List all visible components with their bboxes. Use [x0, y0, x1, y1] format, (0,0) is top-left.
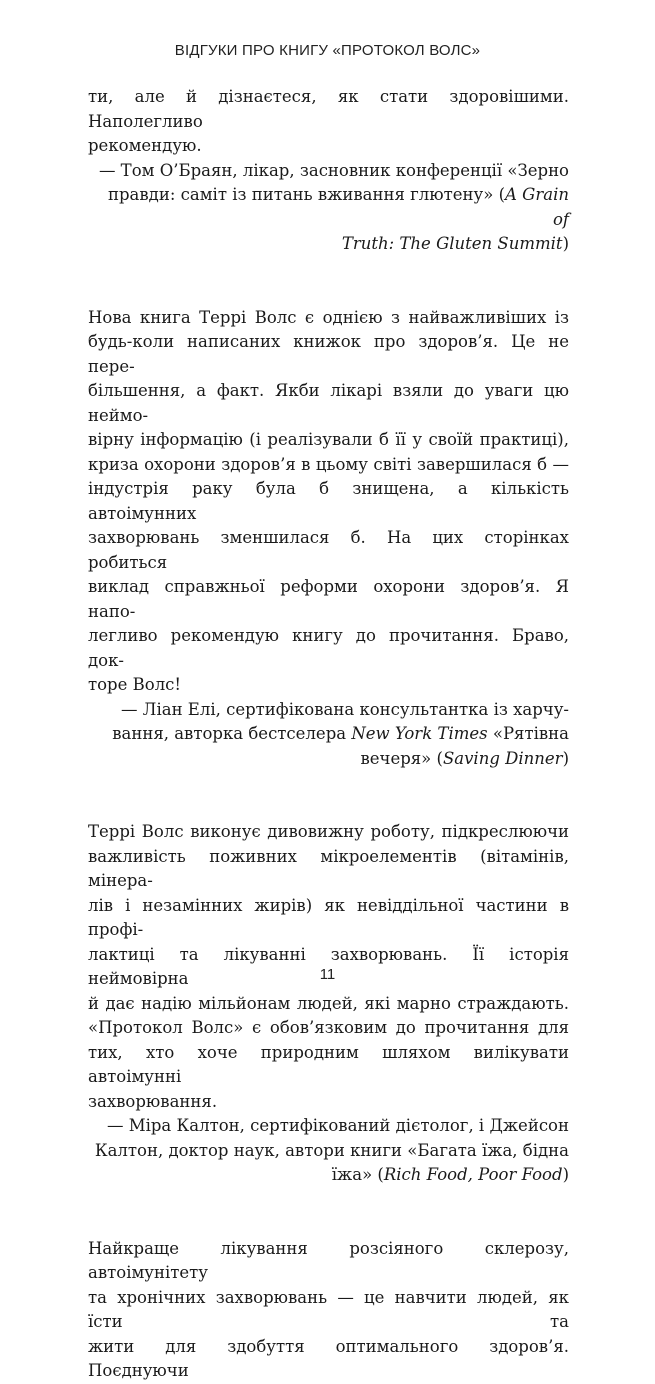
text-line: криза охорони здоров’я в цьому світі завершилася б —: [88, 454, 569, 474]
review-attribution-2: [88, 698, 569, 772]
attribution-line: [88, 183, 569, 232]
review-attribution-1: [88, 159, 569, 257]
attribution-text: «Рятівна: [487, 724, 569, 743]
text-line: жити для здобуття оптимального здоров’я. Поєднуючи: [88, 1336, 569, 1380]
attribution-line: Калтон, доктор наук, автори книги «Багата їжа, бідна: [94, 1140, 569, 1160]
attribution-line: [88, 722, 569, 747]
book-title-original: A Grain of: [505, 185, 569, 229]
text-line: вірну інформацію (і реалізували б її у своїй практиці),: [88, 430, 569, 449]
text-line: захворювань зменшилася б. На цих сторінках робиться: [88, 528, 569, 572]
text-line: та хронічних захворювань — це навчити людей, як їсти та: [88, 1287, 569, 1331]
attribution-line: [88, 747, 569, 772]
text-line: Террі Волс виконує дивовижну роботу, підкреслюючи: [88, 822, 569, 841]
attribution-line: — Том О’Браян, лікар, засновник конференції «Зерно: [98, 160, 569, 180]
page-number: 11: [319, 966, 336, 983]
text-line: Найкраще лікування розсіяного склерозу, автоімунітету: [88, 1238, 569, 1282]
attribution-text: ): [562, 234, 569, 253]
text-line: будь-коли написаних книжок про здоров’я. Це не пере-: [88, 332, 569, 376]
publication-title: New York Times: [351, 724, 488, 743]
text-line: індустрія раку була б знищена, а кількість автоімунних: [88, 479, 569, 523]
attribution-line: [88, 1163, 569, 1188]
attribution-text: їжа» (: [331, 1165, 384, 1184]
attribution-line: — Ліан Елі, сертифікована консультантка із харчу-: [120, 699, 569, 719]
attribution-text: правди: саміт із питань вживання глютену» (: [107, 185, 506, 204]
text-line: тих, хто хоче природним шляхом вилікувати автоімунні: [88, 1042, 569, 1086]
book-title-original: Truth: The Gluten Summit: [341, 234, 563, 253]
review-quote-1: [88, 85, 569, 159]
text-line: й дає надію мільйонам людей, які марно страждають.: [88, 993, 569, 1013]
text-line: ти, але й дізнаєтеся, як стати здоровішими. Наполегливо: [88, 87, 569, 131]
page-body: [88, 85, 569, 1384]
text-line: лактиці та лікуванні захворювань. Її історія неймовірна: [88, 944, 569, 988]
attribution-text: ): [562, 1165, 569, 1184]
attribution-line: — Міра Калтон, сертифікований дієтолог, і Джейсон: [106, 1116, 569, 1135]
text-line: виклад справжньої реформи охорони здоров’я. Я напо-: [88, 577, 569, 621]
attribution-text: вання, авторка бестселера: [112, 724, 352, 743]
review-quote-2: [88, 306, 569, 698]
text-line: важливість поживних мікроелементів (вітамінів, мінера-: [88, 846, 569, 890]
attribution-line: [88, 232, 569, 257]
book-title-original: Rich Food, Poor Food: [383, 1165, 563, 1184]
review-attribution-3: [88, 1114, 569, 1188]
text-line: рекомендую.: [88, 136, 202, 155]
text-line: торе Волс!: [88, 675, 182, 694]
text-line: більшення, а факт. Якби лікарі взяли до уваги цю неймо-: [88, 381, 569, 425]
text-line: Нова книга Террі Волс є однією з найважливіших із: [88, 307, 569, 327]
book-title-original: Saving Dinner: [442, 748, 563, 768]
text-line: легливо рекомендую книгу до прочитання. Браво, док-: [88, 626, 569, 670]
attribution-text: ): [562, 748, 569, 768]
running-head: ВІДГУКИ ПРО КНИГУ «ПРОТОКОЛ ВОЛС»: [174, 42, 481, 59]
text-line: «Протокол Волс» є обов’язковим до прочитання для: [88, 1018, 569, 1037]
text-line: захворювання.: [88, 1091, 218, 1111]
text-line: лів і незамінних жирів) як невіддільної частини в профі-: [88, 895, 569, 939]
attribution-text: вечеря» (: [360, 748, 443, 768]
review-quote-4: [88, 1237, 569, 1384]
